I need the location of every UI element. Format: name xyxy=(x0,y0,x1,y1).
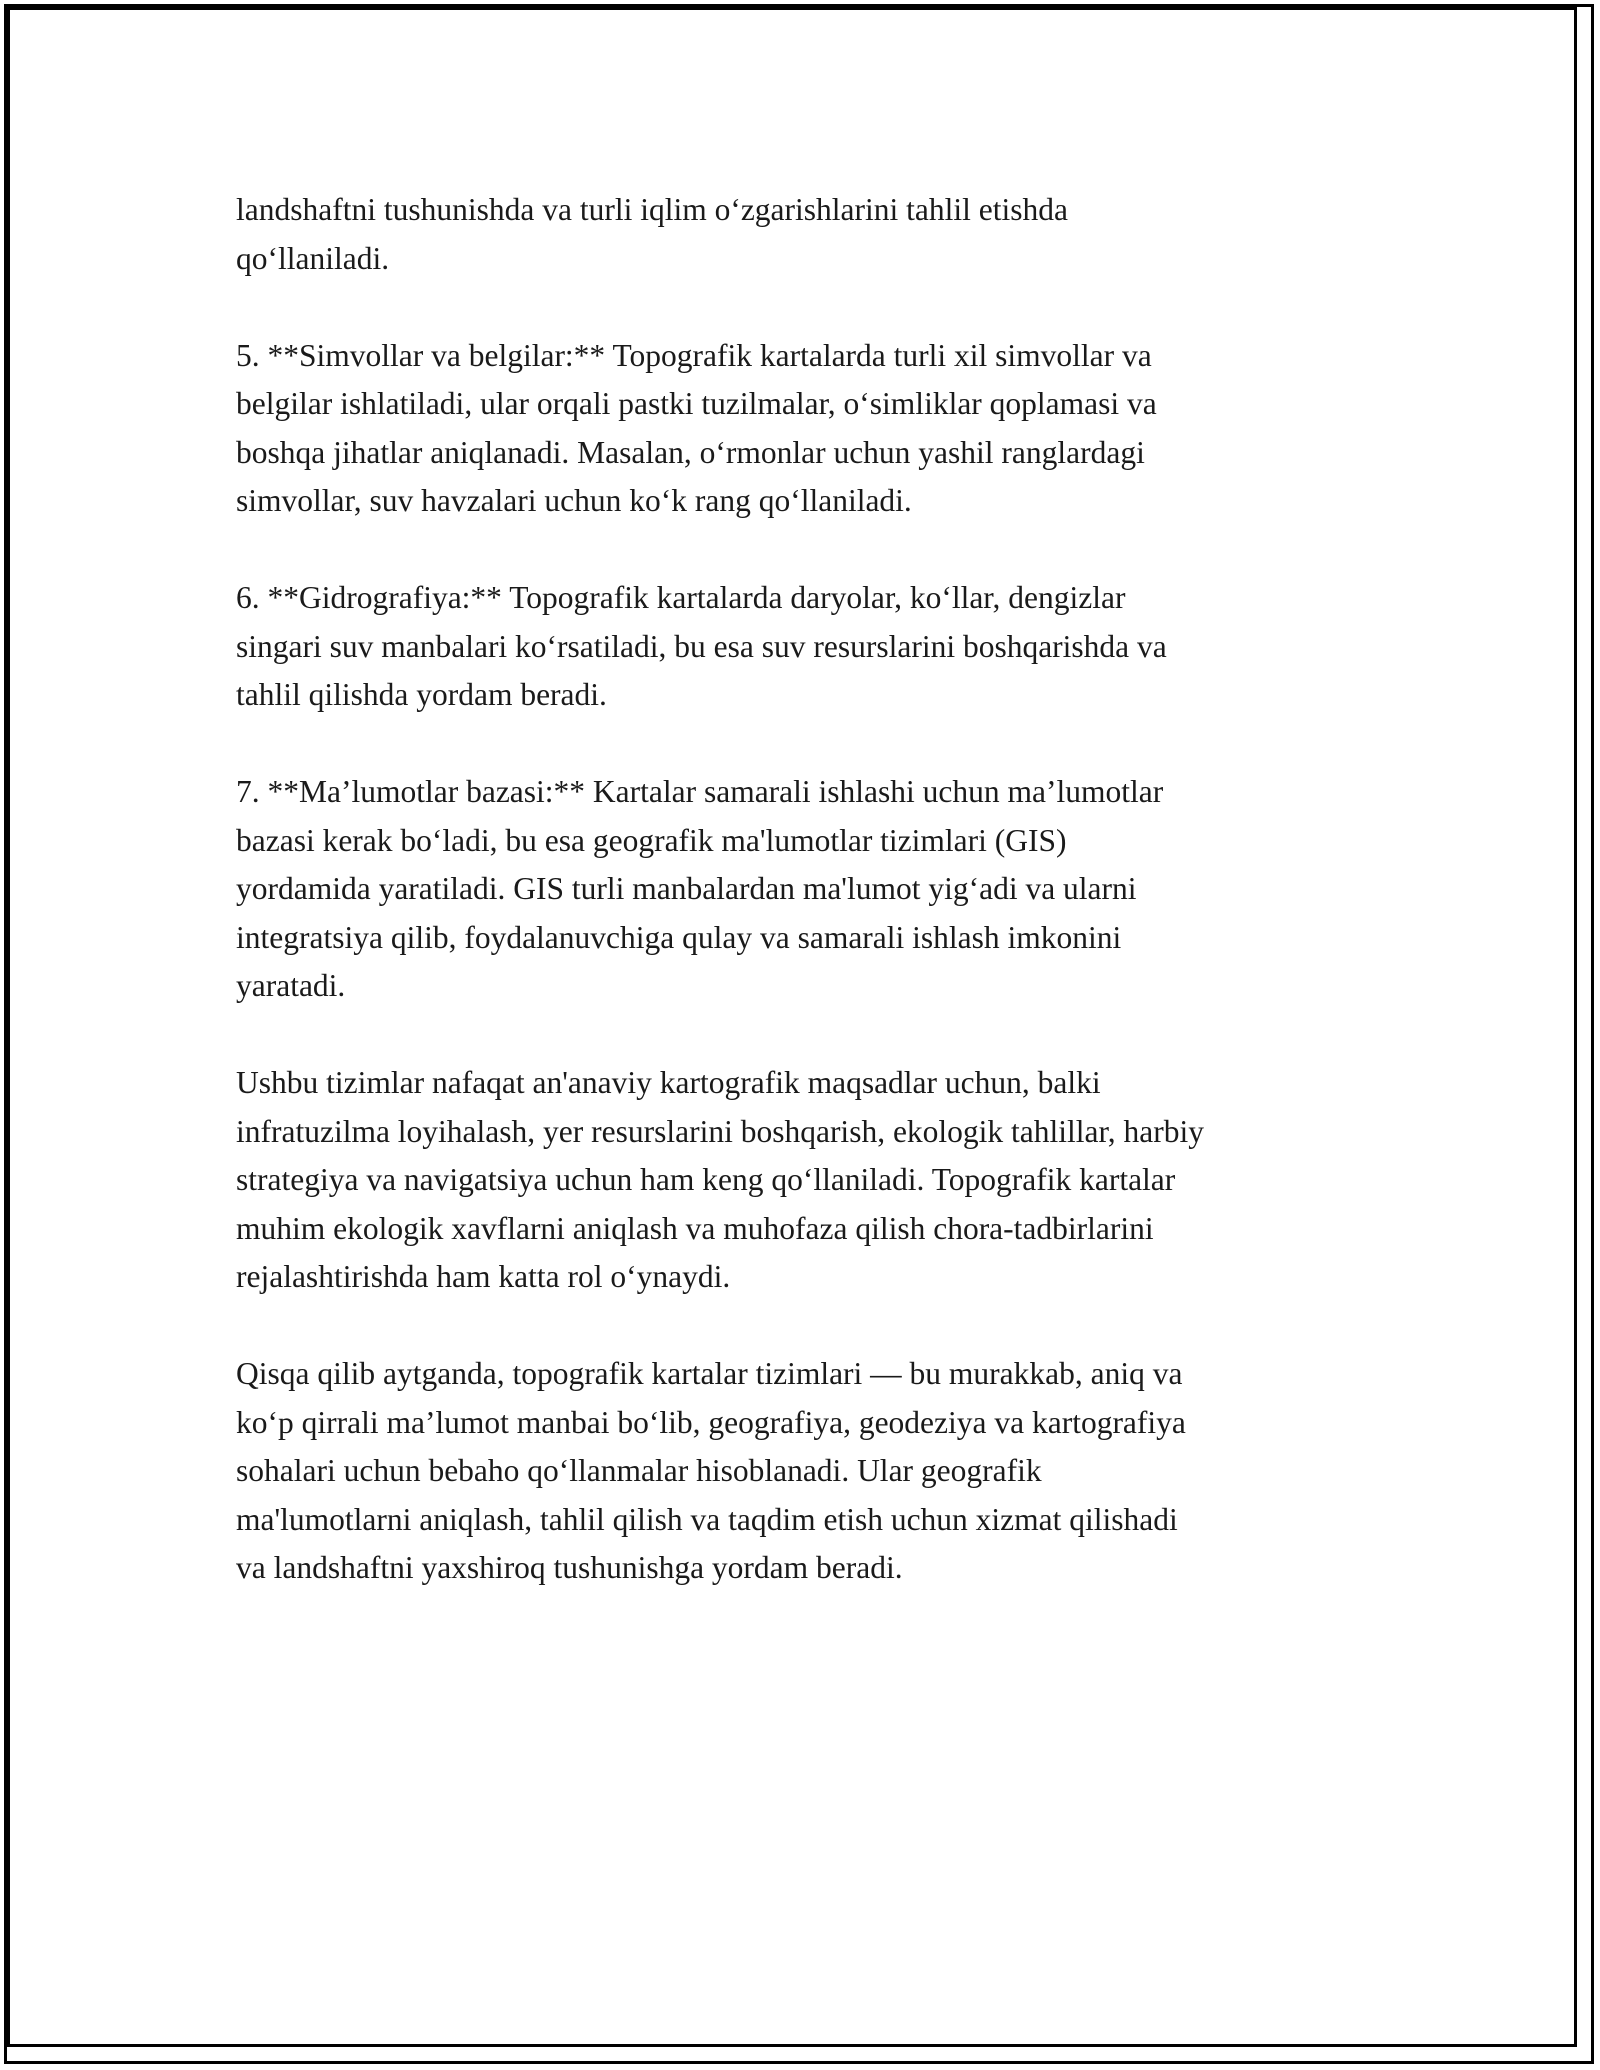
paragraph-gidrografiya: 6. **Gidrografiya:** Topografik kartalarda daryolar, ko‘llar, dengizlar singari suv manbalari ko‘rsatiladi, bu esa suv resurslarini boshqarishda va tahlil qilishda yordam beradi. xyxy=(236,580,1167,712)
paragraph-qisqa-qilib: Qisqa qilib aytganda, topografik kartalar tizimlari — bu murakkab, aniq va ko‘p qirrali ma’lumot manbai bo‘lib, geografiya, geodeziya va kartografiya sohalari uchun bebaho qo‘llanmalar hisoblanadi. Ular geografik ma'lumotlarni aniqlash, tahlil qilish va taqdim etish uchun xizmat qilishadi va landshaftni yaxshiroq tushunishga yordam beradi. xyxy=(236,1356,1186,1585)
paragraph-malumotlar-bazasi: 7. **Ma’lumotlar bazasi:** Kartalar samarali ishlashi uchun ma’lumotlar bazasi kerak bo‘ladi, bu esa geografik ma'lumotlar tizimlari (GIS) yordamida yaratiladi. GIS turli manbalardan ma'lumot yig‘adi va ularni integratsiya qilib, foydalanuvchiga qulay va samarali ishlash imkonini yaratadi. xyxy=(236,774,1164,1003)
paragraph-simvollar-va-belgilar: 5. **Simvollar va belgilar:** Topografik kartalarda turli xil simvollar va belgilar ishlatiladi, ular orqali pastki tuzilmalar, o‘simliklar qoplamasi va boshqa jihatlar aniqlanadi. Masalan, o‘rmonlar uchun yashil ranglardagi simvollar, suv havzalari uchun ko‘k rang qo‘llaniladi. xyxy=(236,337,1157,518)
paragraph-ushbu-tizimlar: Ushbu tizimlar nafaqat an'anaviy kartografik maqsadlar uchun, balki infratuzilma loyihalash, yer resurslarini boshqarish, ekologik tahlillar, harbiy strategiya va navigatsiya uchun ham keng qo‘llaniladi. Topografik kartalar muhim ekologik xavflarni aniqlash va muhofaza qilish chora-tadbirlarini rejalashtirishda ham katta rol o‘ynaydi. xyxy=(236,1065,1204,1294)
document-body xyxy=(236,186,1376,1641)
paragraph-landshaft-continuation: landshaftni tushunishda va turli iqlim o‘zgarishlarini tahlil etishda qo‘llaniladi. xyxy=(236,192,1068,276)
